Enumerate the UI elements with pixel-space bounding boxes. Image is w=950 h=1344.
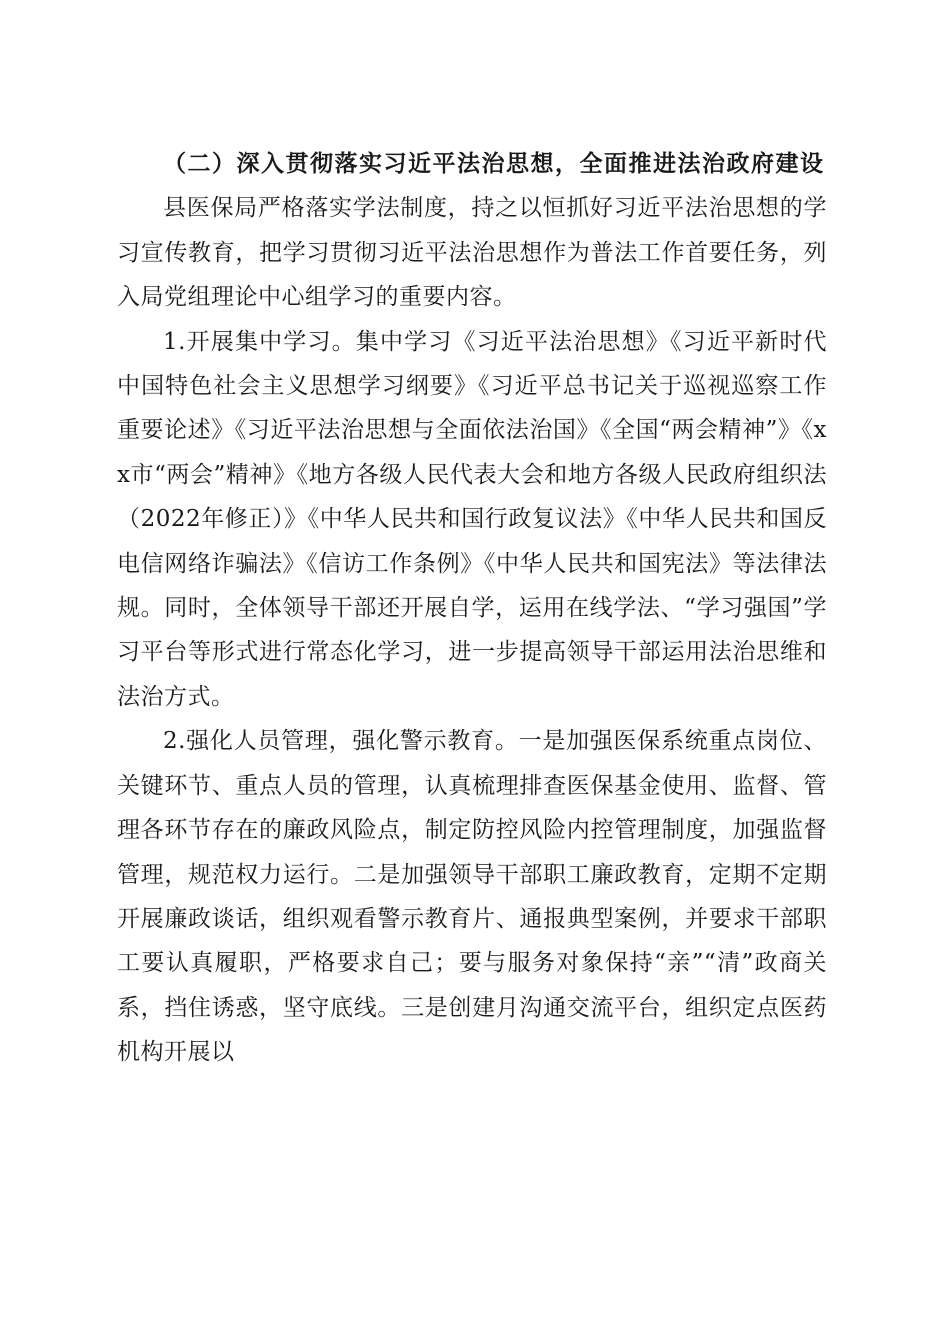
paragraph-personnel-management: 2.强化人员管理，强化警示教育。一是加强医保系统重点岗位、关键环节、重点人员的管理，认真梳理排查医保基金使用、监督、管理各环节存在的廉政风险点，制定防控风险内控管理制度，加强监督管理，规范权力运行。二是加强领导干部职工廉政教育，定期不定期开展廉政谈话，组织观看警示教育片、通报典型案例，并要求干部职工要认真履职，严格要求自己；要与服务对象保持“亲”“清”政商关系，挡住诱惑，坚守底线。三是创建月沟通交流平台，组织定点医药机构开展以 (117, 728, 827, 1066)
paragraph-collective-study: 1.开展集中学习。集中学习《习近平法治思想》《习近平新时代中国特色社会主义思想学习纲要》《习近平总书记关于巡视巡察工作重要论述》《习近平法治思想与全面依法治国》《全国“两会精神”》《xx市“两会”精神》《地方各级人民代表大会和地方各级人民政府组织法（2022年修正）》《中华人民共和国行政复议法》《中华人民共和国反电信网络诈骗法》《信访工作条例》《中华人民共和国宪法》等法律法规。同时，全体领导干部还开展自学，运用在线学法、“学习强国”学习平台等形式进行常态化学习，进一步提高领导干部运用法治思维和法治方式。 (117, 328, 827, 710)
section-heading: （二）深入贯彻落实习近平法治思想，全面推进法治政府建设 (163, 150, 825, 177)
document-body (117, 142, 827, 1075)
paragraph-intro: 县医保局严格落实学法制度，持之以恒抓好习近平法治思想的学习宣传教育，把学习贯彻习近平法治思想作为普法工作首要任务，列入局党组理论中心组学习的重要内容。 (117, 195, 827, 311)
